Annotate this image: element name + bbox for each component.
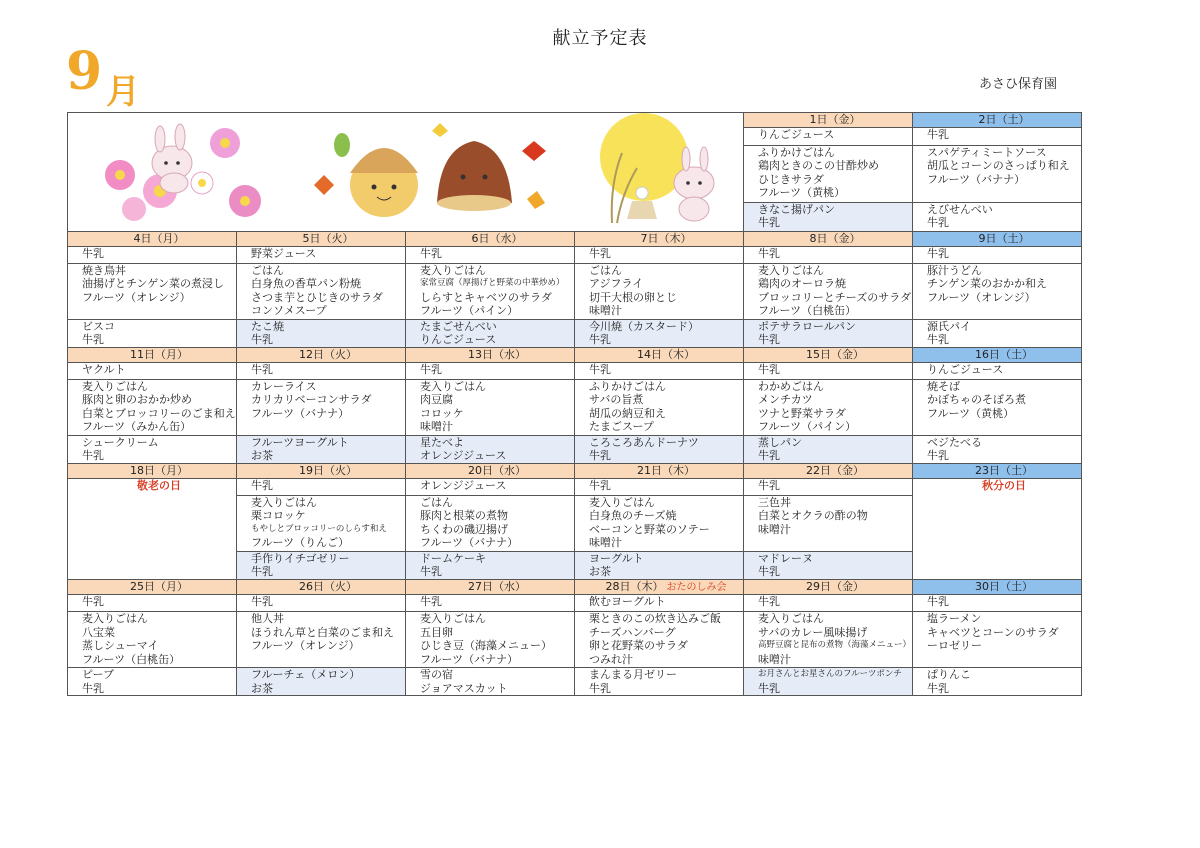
snack-cell xyxy=(575,319,744,347)
meal-item: 味噌汁 xyxy=(420,420,453,433)
day-header-8: 8日（金） xyxy=(744,231,913,246)
day-header-18: 18日（月） xyxy=(68,463,237,478)
page-title: 献立予定表 xyxy=(552,28,648,49)
meal-item: ごはん xyxy=(420,495,453,509)
snack-item: ヨーグルト xyxy=(589,551,644,565)
day-header-11: 11日（月） xyxy=(68,347,237,362)
snack-item: シュークリーム xyxy=(82,435,159,449)
meal-item: カリカリベーコンサラダ xyxy=(251,393,372,406)
snack-item: 牛乳 xyxy=(82,681,104,695)
event-label: おたのしみ会 xyxy=(666,581,727,593)
meal-item: 味噌汁 xyxy=(758,652,791,666)
meal-item: ごはん xyxy=(251,263,284,277)
meal-item: 麦入りごはん xyxy=(420,263,486,277)
meal-cell xyxy=(744,495,913,551)
meal-item: 卵と花野菜のサラダ xyxy=(589,639,688,652)
snack-cell xyxy=(744,202,913,231)
meal-item: サバの旨煮 xyxy=(589,393,644,406)
meal-cell xyxy=(575,495,744,551)
snack-item: ぱりんこ xyxy=(927,668,971,681)
month-suffix: 月 xyxy=(106,72,140,112)
snack-cell xyxy=(575,435,744,463)
meal-item: 鶏肉ときのこの甘酢炒め xyxy=(758,159,879,173)
meal-cell xyxy=(575,263,744,319)
snack-item: 牛乳 xyxy=(82,333,104,346)
meal-item: 白菜とオクラの酢の物 xyxy=(758,509,868,522)
chestnut-icon xyxy=(437,141,512,211)
meal-item: 胡瓜の納豆和え xyxy=(589,406,666,420)
meal-cell xyxy=(237,379,406,435)
snack-cell xyxy=(744,551,913,579)
snack-cell xyxy=(406,668,575,696)
meal-item: ひじきサラダ xyxy=(758,172,824,186)
meal-item: ツナと野菜サラダ xyxy=(758,406,846,420)
meal-item: 白身魚の香草パン粉焼 xyxy=(251,277,361,290)
snack-item: 牛乳 xyxy=(82,449,104,462)
snack-item: 牛乳 xyxy=(251,565,273,578)
snack-cell xyxy=(575,551,744,579)
autumn-illustration xyxy=(68,113,744,232)
snack-item: お茶 xyxy=(589,565,611,578)
snack-cell xyxy=(406,319,575,347)
snack-cell xyxy=(406,435,575,463)
meal-item: わかめごはん xyxy=(758,379,824,393)
month-logo xyxy=(66,41,146,112)
drink-cell: 牛乳 xyxy=(744,478,913,495)
meal-item: フルーツ（白桃缶） xyxy=(758,304,857,317)
meal-item: フルーツ（バナナ） xyxy=(420,536,519,549)
snack-item: 蒸しパン xyxy=(758,435,802,449)
meal-item: 味噌汁 xyxy=(589,304,622,317)
meal-item: ごはん xyxy=(589,263,622,277)
meal-cell xyxy=(913,145,1082,202)
snack-item: お月さんとお星さんのフルーツポンチ xyxy=(758,669,902,679)
meal-cell xyxy=(237,612,406,668)
day-header-21: 21日（木） xyxy=(575,463,744,478)
meal-item: フルーツ（パイン） xyxy=(420,304,519,317)
meal-item: 塩ラーメン xyxy=(927,612,982,625)
meal-item: コンソメスープ xyxy=(251,304,327,317)
drink-cell: ヤクルト xyxy=(68,362,237,379)
snack-item: マドレーヌ xyxy=(758,551,813,565)
snack-cell xyxy=(68,435,237,463)
drink-cell: りんごジュース xyxy=(913,362,1082,379)
snack-cell xyxy=(913,668,1082,696)
meal-item: 白身魚のチーズ焼 xyxy=(589,509,677,522)
snack-item: 今川焼（カスタード） xyxy=(589,319,699,333)
snack-cell xyxy=(68,319,237,347)
meal-item: 鶏肉のオーロラ焼 xyxy=(758,277,846,290)
day-header-23: 23日（土） xyxy=(913,463,1082,478)
meal-item: サバのカレー風味揚げ xyxy=(758,625,868,639)
meal-cell xyxy=(68,379,237,435)
snack-item: 牛乳 xyxy=(927,681,949,695)
day-header-30: 30日（土） xyxy=(913,579,1082,595)
meal-item: 栗コロッケ xyxy=(251,509,306,522)
snack-item: ポテサラロールパン xyxy=(758,319,857,333)
drink-cell: 牛乳 xyxy=(913,246,1082,263)
meal-item: 豚肉と根菜の煮物 xyxy=(420,509,508,522)
snack-item: 牛乳 xyxy=(589,681,611,695)
meal-item: 八宝菜 xyxy=(82,625,115,639)
meal-item: フルーツ（オレンジ） xyxy=(927,290,1036,304)
meal-item: 麦入りごはん xyxy=(420,379,486,393)
drink-cell: 牛乳 xyxy=(744,362,913,379)
meal-item: 麦入りごはん xyxy=(758,263,824,277)
meal-item: 肉豆腐 xyxy=(420,393,453,406)
meal-item: 麦入りごはん xyxy=(251,495,317,509)
meal-cell xyxy=(237,263,406,319)
meal-item: 他人丼 xyxy=(251,612,284,625)
meal-cell xyxy=(913,612,1082,668)
meal-item: 豚汁うどん xyxy=(927,263,982,277)
meal-item: 栗ときのこの炊き込みご飯 xyxy=(589,612,721,625)
meal-item: フルーツ（りんご） xyxy=(251,536,350,549)
day-header-28 xyxy=(575,579,744,595)
snack-cell xyxy=(575,668,744,696)
snack-item: 牛乳 xyxy=(927,449,949,462)
snack-cell xyxy=(237,319,406,347)
snack-cell xyxy=(237,668,406,696)
meal-cell xyxy=(406,263,575,319)
meal-item: つみれ汁 xyxy=(589,652,633,666)
snack-item: 牛乳 xyxy=(758,449,780,462)
day-header-15: 15日（金） xyxy=(744,347,913,362)
meal-item: 麦入りごはん xyxy=(420,612,486,625)
school-name: あさひ保育園 xyxy=(979,77,1058,92)
drink-cell: 牛乳 xyxy=(744,595,913,612)
meal-item: 麦入りごはん xyxy=(82,379,148,393)
day-header-14: 14日（木） xyxy=(575,347,744,362)
meal-item: メンチカツ xyxy=(758,393,813,406)
snack-item: お茶 xyxy=(251,681,273,695)
meal-item: 家常豆腐（厚揚げと野菜の中華炒め） xyxy=(420,278,565,288)
snack-item: 源氏パイ xyxy=(927,319,971,333)
day-header-13: 13日（水） xyxy=(406,347,575,362)
drink-cell: りんごジュース xyxy=(744,128,913,145)
meal-item: フルーツ（バナナ） xyxy=(251,406,350,420)
meal-item: チーズハンバーグ xyxy=(589,625,676,639)
meal-item: 胡瓜とコーンのさっぱり和え xyxy=(927,159,1070,173)
day-header-7: 7日（木） xyxy=(575,231,744,246)
snack-cell xyxy=(744,435,913,463)
snack-item: お茶 xyxy=(251,449,273,462)
meal-item: もやしとブロッコリーのしらす和え xyxy=(251,523,387,534)
drink-cell: 牛乳 xyxy=(575,362,744,379)
snack-item: たこ焼 xyxy=(251,319,284,333)
meal-item: ーロゼリー xyxy=(927,639,982,652)
drink-cell: 牛乳 xyxy=(913,595,1082,612)
meal-item: フルーツ（オレンジ） xyxy=(82,290,191,304)
snack-cell xyxy=(913,202,1082,231)
meal-cell xyxy=(913,263,1082,319)
day-header-27: 27日（水） xyxy=(406,579,575,595)
snack-item: ピーブ xyxy=(82,668,115,681)
meal-item: 麦入りごはん xyxy=(589,495,655,509)
snack-item: ドームケーキ xyxy=(420,551,486,565)
day-header-26: 26日（火） xyxy=(237,579,406,595)
day-header-5: 5日（火） xyxy=(237,231,406,246)
meal-item: フルーツ（バナナ） xyxy=(420,652,519,666)
meal-item: しらすとキャベツのサラダ xyxy=(420,290,552,304)
meal-item: かぼちゃのそぼろ煮 xyxy=(927,393,1026,406)
meal-item: 蒸しシューマイ xyxy=(82,639,159,652)
drink-cell: オレンジジュース xyxy=(406,478,575,495)
meal-item: フルーツ（オレンジ） xyxy=(251,639,360,652)
meal-item: 味噌汁 xyxy=(589,536,622,549)
day-header-22: 22日（金） xyxy=(744,463,913,478)
meal-item: カレーライス xyxy=(251,379,317,393)
meal-item: ひじき豆（海藻メニュー） xyxy=(420,639,552,652)
snack-item: 牛乳 xyxy=(927,216,949,230)
day-header-29: 29日（金） xyxy=(744,579,913,595)
meal-item: 焼そば xyxy=(927,379,960,393)
snack-item: えびせんべい xyxy=(927,202,993,216)
menu-table xyxy=(67,112,1082,696)
holiday-keiro: 敬老の日 xyxy=(68,478,237,579)
day-header-28-date: 28日（木） xyxy=(605,579,664,593)
day-header-6: 6日（水） xyxy=(406,231,575,246)
meal-cell xyxy=(575,379,744,435)
meal-cell xyxy=(406,612,575,668)
drink-cell: 牛乳 xyxy=(237,478,406,495)
drink-cell: 牛乳 xyxy=(406,362,575,379)
drink-cell: 牛乳 xyxy=(237,362,406,379)
snack-item: 星たべよ xyxy=(420,435,464,449)
snack-item: 牛乳 xyxy=(927,333,949,346)
drink-cell: 牛乳 xyxy=(68,246,237,263)
snack-item: 牛乳 xyxy=(251,333,273,346)
snack-item: 手作りイチゴゼリー xyxy=(251,551,350,565)
snack-cell xyxy=(744,319,913,347)
snack-item: きなこ揚げパン xyxy=(758,202,835,216)
drink-cell: 牛乳 xyxy=(744,246,913,263)
meal-item: フルーツ（黄桃） xyxy=(758,186,846,200)
snack-item: まんまる月ゼリー xyxy=(589,668,677,681)
meal-item: 高野豆腐と昆布の煮物（海藻メニュー） xyxy=(758,640,912,650)
snack-item: 牛乳 xyxy=(589,333,611,346)
meal-item: アジフライ xyxy=(589,277,644,290)
snack-item: ベジたべる xyxy=(927,435,982,449)
snack-item: 牛乳 xyxy=(589,449,611,462)
drink-cell: 牛乳 xyxy=(237,595,406,612)
meal-item: 麦入りごはん xyxy=(758,612,824,625)
meal-item: 豚肉と卵のおかか炒め xyxy=(82,393,192,406)
meal-item: フルーツ（みかん缶） xyxy=(82,420,192,433)
holiday-shubun: 秋分の日 xyxy=(913,478,1082,579)
meal-cell xyxy=(744,145,913,202)
meal-item: ベーコンと野菜のソテー xyxy=(589,522,710,536)
acorn-icon xyxy=(350,148,418,217)
day-header-25: 25日（月） xyxy=(68,579,237,595)
snack-item: 牛乳 xyxy=(758,216,780,230)
meal-cell xyxy=(744,379,913,435)
meal-item: 焼き鳥丼 xyxy=(82,263,126,277)
day-header-9: 9日（土） xyxy=(913,231,1082,246)
meal-item: 麦入りごはん xyxy=(82,612,148,625)
day-header-12: 12日（火） xyxy=(237,347,406,362)
drink-cell: 牛乳 xyxy=(68,595,237,612)
month-number: 9 xyxy=(66,41,103,102)
snack-cell xyxy=(913,435,1082,463)
drink-cell: 牛乳 xyxy=(406,246,575,263)
snack-item: 牛乳 xyxy=(758,681,780,695)
snack-cell xyxy=(744,668,913,696)
meal-cell xyxy=(406,379,575,435)
snack-item: 牛乳 xyxy=(420,565,442,578)
snack-item: 牛乳 xyxy=(758,565,780,578)
meal-cell xyxy=(237,495,406,551)
meal-item: ふりかけごはん xyxy=(589,379,666,393)
meal-item: たまごスープ xyxy=(589,420,654,433)
meal-item: 五目卵 xyxy=(420,625,453,639)
drink-cell: 牛乳 xyxy=(575,478,744,495)
meal-cell xyxy=(68,263,237,319)
meal-item: フルーツ（バナナ） xyxy=(927,172,1026,186)
meal-cell xyxy=(744,263,913,319)
day-header-1: 1日（金） xyxy=(744,113,913,128)
snack-item: 牛乳 xyxy=(758,333,780,346)
day-header-16: 16日（土） xyxy=(913,347,1082,362)
meal-item: キャベツとコーンのサラダ xyxy=(927,625,1059,639)
meal-item: さつま芋とひじきのサラダ xyxy=(251,290,383,304)
day-header-4: 4日（月） xyxy=(68,231,237,246)
meal-item: 油揚げとチンゲン菜の煮浸し xyxy=(82,277,225,290)
drink-cell: 牛乳 xyxy=(913,128,1082,145)
meal-cell xyxy=(575,612,744,668)
day-header-20: 20日（水） xyxy=(406,463,575,478)
snack-item: ビスコ xyxy=(82,319,115,333)
meal-cell xyxy=(913,379,1082,435)
snack-item: たまごせんべい xyxy=(420,319,497,333)
snack-item: りんごジュース xyxy=(420,333,497,346)
meal-item: ほうれん草と白菜のごま和え xyxy=(251,625,394,639)
snack-item: 雪の宿 xyxy=(420,668,453,681)
autumn-illustration-art xyxy=(82,113,744,227)
snack-item: オレンジジュース xyxy=(420,449,507,462)
drink-cell: 飲むヨーグルト xyxy=(575,595,744,612)
meal-cell xyxy=(744,612,913,668)
day-header-19: 19日（火） xyxy=(237,463,406,478)
meal-item: コロッケ xyxy=(420,406,464,420)
meal-cell xyxy=(68,612,237,668)
meal-item: 三色丼 xyxy=(758,495,791,509)
meal-cell xyxy=(406,495,575,551)
drink-cell: 牛乳 xyxy=(406,595,575,612)
meal-item: フルーツ（白桃缶） xyxy=(82,652,181,666)
drink-cell: 牛乳 xyxy=(575,246,744,263)
drink-cell: 野菜ジュース xyxy=(237,246,406,263)
meal-item: 味噌汁 xyxy=(758,522,791,536)
snack-cell xyxy=(237,551,406,579)
snack-cell xyxy=(913,319,1082,347)
meal-item: 白菜とブロッコリーのごま和え xyxy=(82,406,236,420)
meal-item: スパゲティミートソース xyxy=(927,145,1047,159)
snack-cell xyxy=(68,668,237,696)
snack-cell xyxy=(237,435,406,463)
snack-item: ジョアマスカット xyxy=(420,681,508,695)
day-header-2: 2日（土） xyxy=(913,113,1082,128)
meal-item: フルーツ（パイン） xyxy=(758,420,857,433)
snack-item: ころころあんドーナツ xyxy=(589,435,699,449)
snack-item: フルーチェ（メロン） xyxy=(251,668,361,681)
meal-item: ブロッコリーとチーズのサラダ xyxy=(758,290,912,304)
meal-item: フルーツ（黄桃） xyxy=(927,406,1015,420)
meal-item: ふりかけごはん xyxy=(758,145,835,159)
snack-cell xyxy=(406,551,575,579)
meal-item: 切干大根の卵とじ xyxy=(589,290,677,304)
meal-item: ちくわの磯辺揚げ xyxy=(420,522,508,536)
snack-item: フルーツヨーグルト xyxy=(251,435,349,449)
meal-item: チンゲン菜のおかか和え xyxy=(927,277,1048,290)
